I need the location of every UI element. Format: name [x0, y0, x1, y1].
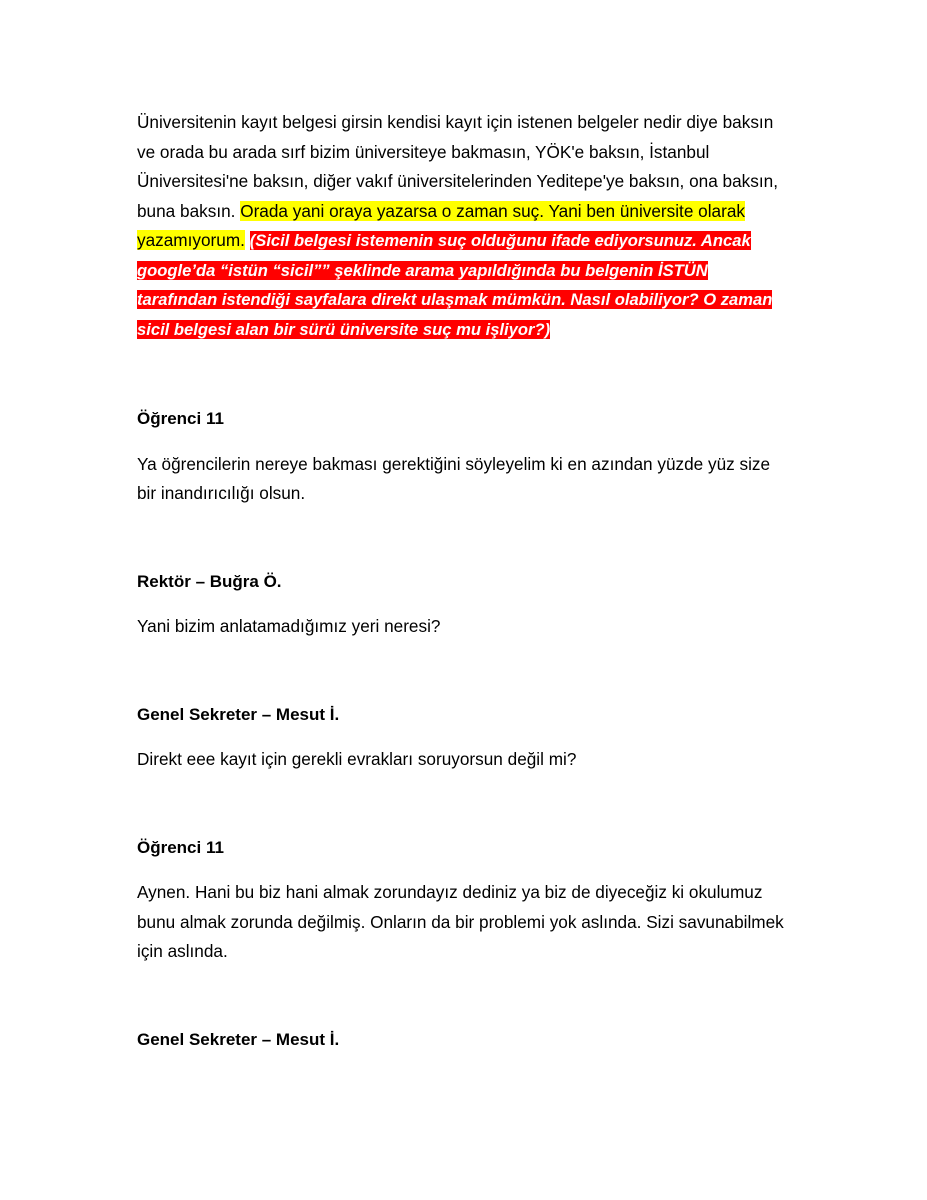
utterance-text: Aynen. Hani bu biz hani almak zorundayız dediniz ya biz de diyeceğiz ki okulumuz bunu almak zorunda değilmiş. Onların da bir problemi yok aslında. Sizi savunabilmek için aslında. [137, 882, 784, 961]
utterance-text: Yani bizim anlatamadığımız yeri neresi? [137, 616, 441, 636]
speaker-label: Rektör – Buğra Ö. [137, 571, 282, 591]
speaker-label: Öğrenci 11 [137, 409, 224, 428]
utterance-text: Direkt eee kayıt için gerekli evrakları soruyorsun değil mi? [137, 749, 577, 769]
intro-paragraph [137, 108, 787, 344]
utterance-text: Ya öğrencilerin nereye bakması gerektiğini söyleyelim ki en azından yüzde yüz size bir inandırıcılığı olsun. [137, 453, 771, 503]
yellow-highlighted-text: Orada yani oraya yazarsa o zaman suç. Yani ben üniversite olarak yazamıyorum. [137, 200, 745, 250]
speaker-label: Öğrenci 11 [137, 837, 224, 857]
transcript-body [137, 108, 787, 1054]
intro-plain-text: Üniversitenin kayıt belgesi girsin kendisi kayıt için istenen belgeler nedir diye baksın ve orada bu arada sırf bizim üniversiteye bakmasın, YÖK'e baksın, İstanbul Üniversitesi'ne baksın, diğer vakıf üniversitelerinden Yeditepe'ye baksın, ona baksın, buna baksın. [137, 112, 778, 221]
speaker-label: Genel Sekreter – Mesut İ. [137, 704, 340, 724]
red-highlighted-comment: (Sicil belgesi istemenin suç olduğunu ifade ediyorsunuz. Ancak google’da “istün “sicil”” şeklinde arama yapıldığında bu belgenin İSTÜN tarafından istendiği sayfalara direkt ulaşmak mümkün. Nasıl olabiliyor? O zaman sicil belgesi alan bir sürü üniversite suç mu işliyor?) [137, 231, 773, 339]
speaker-label: Genel Sekreter – Mesut İ. [137, 1029, 340, 1049]
